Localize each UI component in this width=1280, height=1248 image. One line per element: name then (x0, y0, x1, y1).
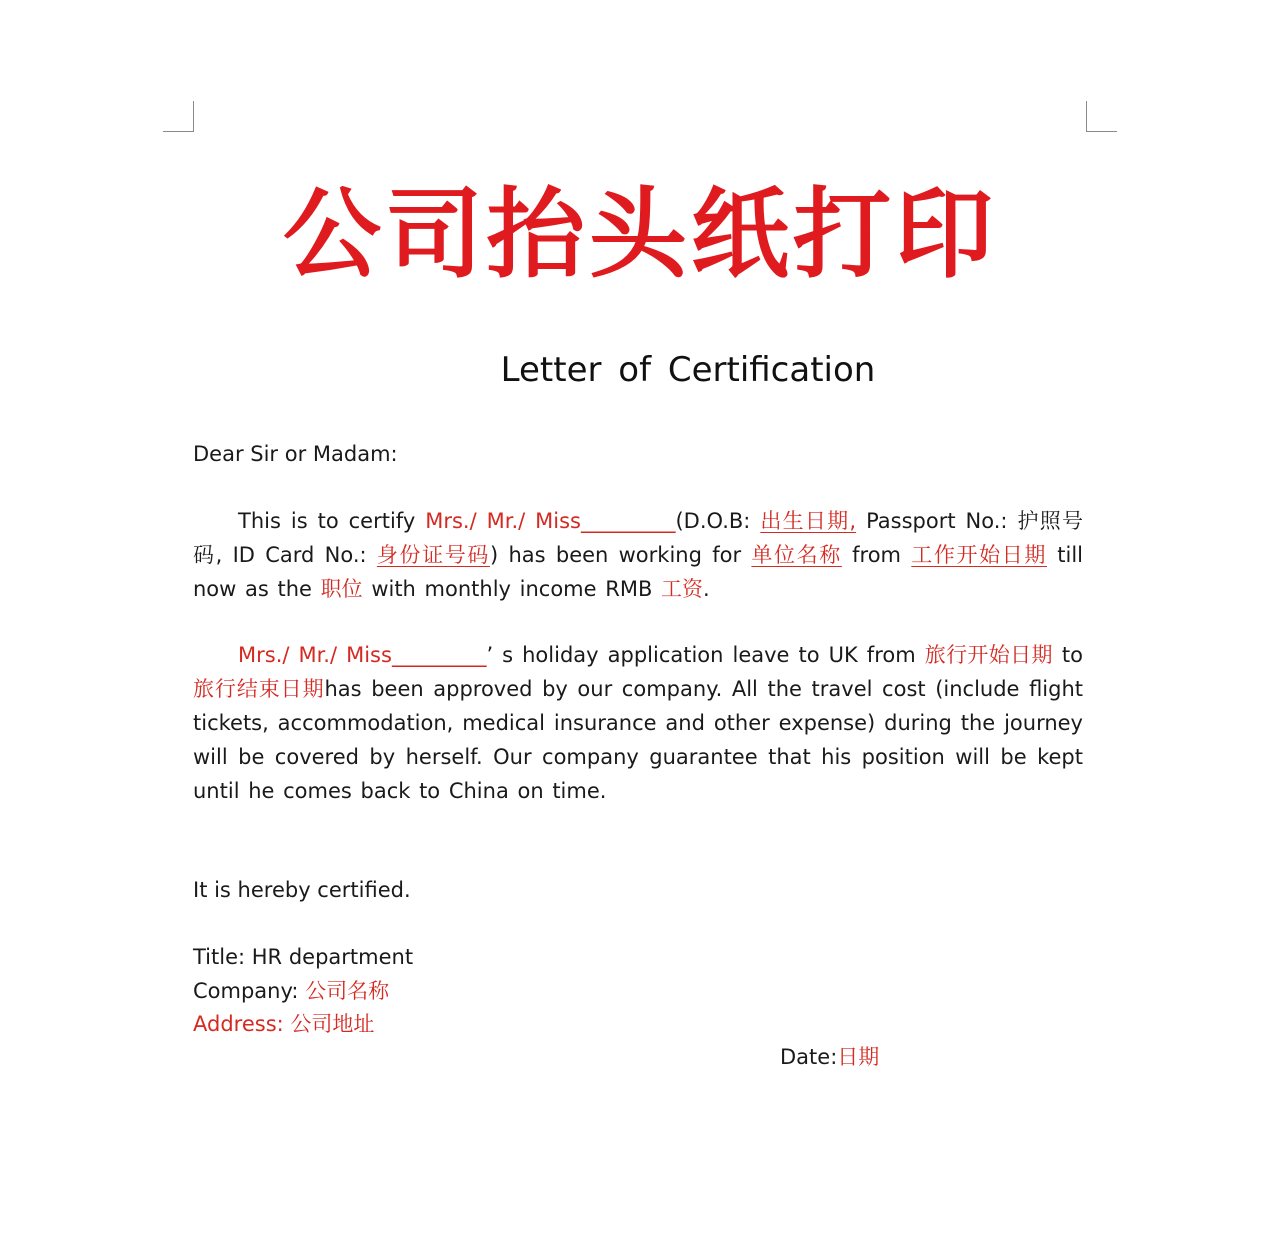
title-label: Title: (193, 945, 252, 969)
certification-paragraph (193, 504, 1083, 606)
holiday-paragraph (193, 638, 1083, 808)
certified-statement: It is hereby certified. (193, 878, 411, 902)
para2-name-blank: _________ (391, 643, 487, 667)
para1-text: (D.O.B: (675, 509, 761, 533)
para1-text: , ID Card No.: (215, 543, 377, 567)
address-label: Address: (193, 1012, 291, 1036)
page-corner-mark-top-left (163, 101, 194, 132)
start-date-placeholder: 工作开始日期 (911, 543, 1047, 567)
para1-name-blank: _________ (580, 509, 676, 533)
position-placeholder: 职位 (320, 577, 363, 601)
company-placeholder: 单位名称 (751, 543, 842, 567)
para1-name-prefix: Mrs./ Mr./ Miss (425, 509, 581, 533)
para1-text: from (841, 543, 912, 567)
date-line (780, 1040, 879, 1074)
company-value: 公司名称 (305, 979, 390, 1003)
address-line (193, 1007, 374, 1041)
dob-placeholder: 出生日期, (760, 509, 857, 533)
para2-name-prefix: Mrs./ Mr./ Miss (238, 643, 392, 667)
id-card-placeholder: 身份证号码 (376, 543, 490, 567)
para1-text: This is to certify (238, 509, 426, 533)
salary-placeholder: 工资 (661, 577, 704, 601)
document-title: Letter of Certification (500, 350, 876, 390)
trip-start-placeholder: 旅行开始日期 (924, 643, 1053, 667)
letterhead-placeholder: 公司抬头纸打印 (282, 178, 997, 292)
trip-end-placeholder: 旅行结束日期 (193, 677, 325, 701)
para1-text: ) has been working for (489, 543, 752, 567)
page-corner-mark-top-right (1086, 101, 1117, 132)
para1-text: Passport No.: (856, 509, 1018, 533)
company-label: Company: (193, 979, 306, 1003)
address-value: 公司地址 (290, 1012, 375, 1036)
para2-text: has been approved by our company. All the travel cost (include flight tickets, accommodation, medical insurance and other expense) during the journey will be covered by herself. Our company guarantee that his position will be kept until he comes back to China on time. (193, 677, 1084, 803)
para2-text: to (1052, 643, 1083, 667)
date-value: 日期 (837, 1045, 880, 1069)
company-line (193, 974, 389, 1008)
passport-placeholder: 护照号码 (193, 509, 1083, 567)
para2-text: ’ s holiday application leave to UK from (486, 643, 925, 667)
title-value: HR department (251, 945, 414, 969)
date-label: Date: (780, 1045, 838, 1069)
salutation: Dear Sir or Madam: (193, 442, 398, 466)
para1-text: . (703, 577, 710, 601)
para1-text: with monthly income RMB (362, 577, 662, 601)
para1-text: till now as the (193, 543, 1084, 601)
title-line (193, 940, 413, 974)
